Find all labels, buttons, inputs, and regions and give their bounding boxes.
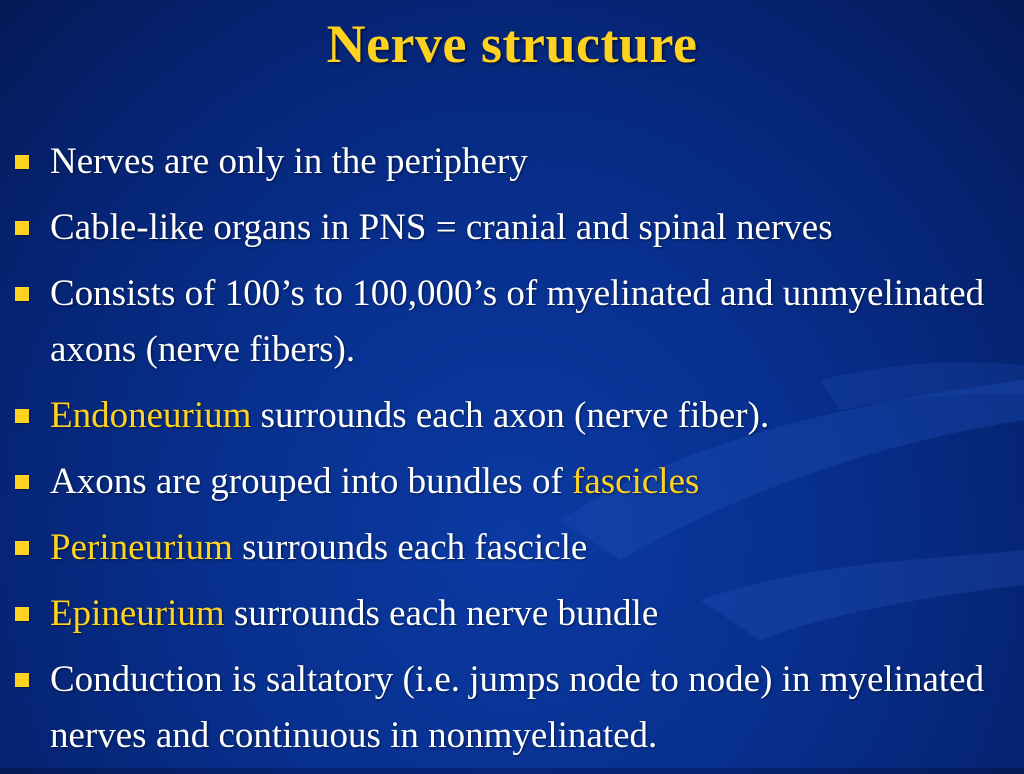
bullet-text: surrounds each axon (nerve fiber). [251,395,770,436]
bullet-text: Nerves are only in the periphery [50,141,528,182]
square-bullet-icon [15,155,29,169]
term-epineurium: Epineurium [50,593,225,634]
bullet-text: Axons are grouped into bundles of [50,461,573,502]
term-perineurium: Perineurium [50,527,233,568]
bullet-item [0,200,1010,256]
bullet-list [0,134,1010,774]
square-bullet-icon [15,409,29,423]
bullet-item [0,652,1010,764]
bullet-text: Cable-like organs in PNS = cranial and spinal nerves [50,207,833,248]
bullet-item [0,586,1010,642]
bullet-text: surrounds each fascicle [232,527,588,568]
bullet-text: Consists of 100’s to 100,000’s of myelinated and unmyelinated axons (nerve fibers). [50,273,985,370]
slide-title: Nerve structure [326,14,698,74]
bullet-text: surrounds each nerve bundle [224,593,659,634]
bullet-item [0,520,1010,576]
bullet-item [0,454,1010,510]
square-bullet-icon [15,475,29,489]
bullet-item [0,266,1010,378]
square-bullet-icon [15,287,29,301]
term-endoneurium: Endoneurium [50,395,252,436]
bullet-text: Conduction is saltatory (i.e. jumps node to node) in myelinated nerves and continuous in nonmyelinated. [50,659,985,756]
square-bullet-icon [15,541,29,555]
square-bullet-icon [15,221,29,235]
term-fascicles: fascicles [572,461,700,502]
bullet-item [0,388,1010,444]
square-bullet-icon [15,607,29,621]
bullet-item [0,134,1010,190]
square-bullet-icon [15,673,29,687]
